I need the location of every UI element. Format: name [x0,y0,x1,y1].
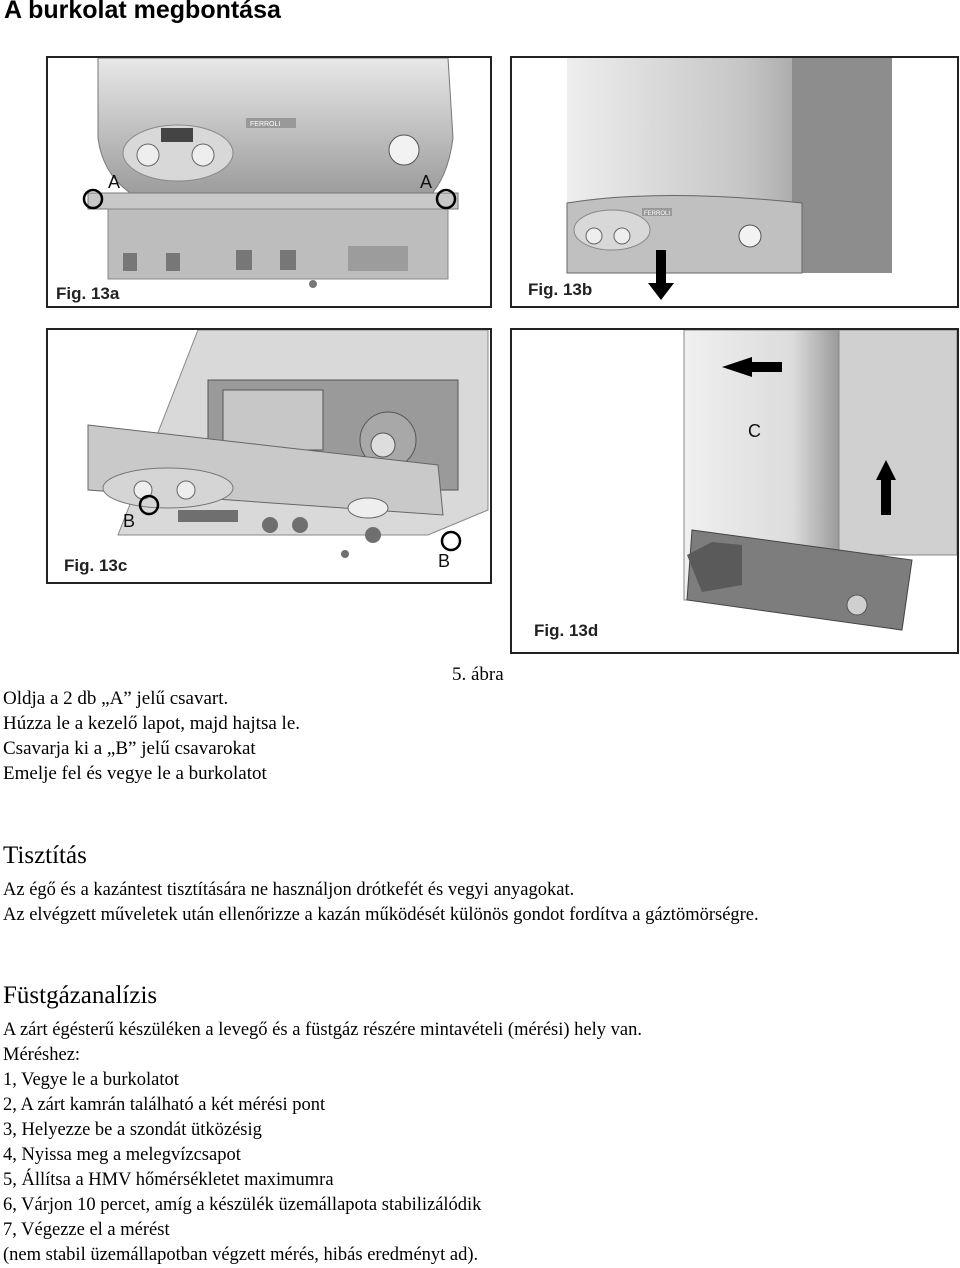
figure-caption: 5. ábra [452,664,504,685]
step-line: Emelje fel és vegye le a burkolatot [3,763,267,784]
removal-steps [3,686,300,786]
brand-logo-text: FERROLI [250,121,281,128]
mark-a-left: A [108,172,121,192]
brand-logo-text: FERROLI [644,211,671,217]
mark-a-right: A [420,172,433,192]
figure-label-13b: Fig. 13b [528,280,593,299]
figure-label-13c: Fig. 13c [64,556,128,575]
step-line: Csavarja ki a „B” jelű csavarokat [3,738,256,759]
page-title: A burkolat megbontása [4,0,281,24]
measurement-step: 5, Állítsa a HMV hőmérsékletet maximumra [3,1170,334,1190]
measurement-step: 4, Nyissa meg a melegvízcsapot [3,1145,241,1165]
figure-label-13a: Fig. 13a [56,284,120,303]
mark-b-left: B [123,511,136,531]
measurement-step: 7, Végezze el a mérést [3,1220,170,1240]
measurement-step: 2, A zárt kamrán található a két mérési pont [3,1095,326,1115]
measurement-step: 1, Vegye le a burkolatot [3,1070,179,1090]
boiler-panel-lowered-illustration [512,58,957,306]
step-line: Oldja a 2 db „A” jelű csavart. [3,688,229,709]
flue-gas-text [3,1018,642,1268]
cleaning-heading: Tisztítás [3,842,87,869]
boiler-cover-removal-illustration [512,330,957,652]
paragraph-line: A zárt égésterű készüléken a levegő és a füstgáz részére mintavételi (mérési) hely van. [3,1020,642,1040]
measurement-step: 3, Helyezze be a szondát ütközésig [3,1120,262,1140]
boiler-front-illustration [48,58,490,306]
boiler-open-panel-illustration [48,330,490,582]
flue-gas-heading: Füstgázanalízis [3,982,158,1009]
mark-c: C [748,421,761,441]
paragraph-line: Az égő és a kazántest tisztítására ne használjon drótkefét és vegyi anyagokat. [3,880,575,900]
figure-13b [510,56,959,308]
figure-13d [510,328,959,654]
figure-13c [46,328,492,584]
cleaning-text [3,878,759,928]
figure-label-13d: Fig. 13d [534,621,599,640]
paragraph-line: Méréshez: [3,1045,81,1065]
paragraph-line: Az elvégzett műveletek után ellenőrizze a kazán működését különös gondot fordítva a gáztömörségre. [3,905,759,925]
measurement-note: (nem stabil üzemállapotban végzett mérés, hibás eredményt ad). [3,1245,479,1265]
figure-13a [46,56,492,308]
step-line: Húzza le a kezelő lapot, majd hajtsa le. [3,713,301,734]
mark-b-right: B [438,551,451,571]
screw-b-right-marker [442,532,460,550]
measurement-step: 6, Várjon 10 percet, amíg a készülék üzemállapota stabilizálódik [3,1195,482,1215]
